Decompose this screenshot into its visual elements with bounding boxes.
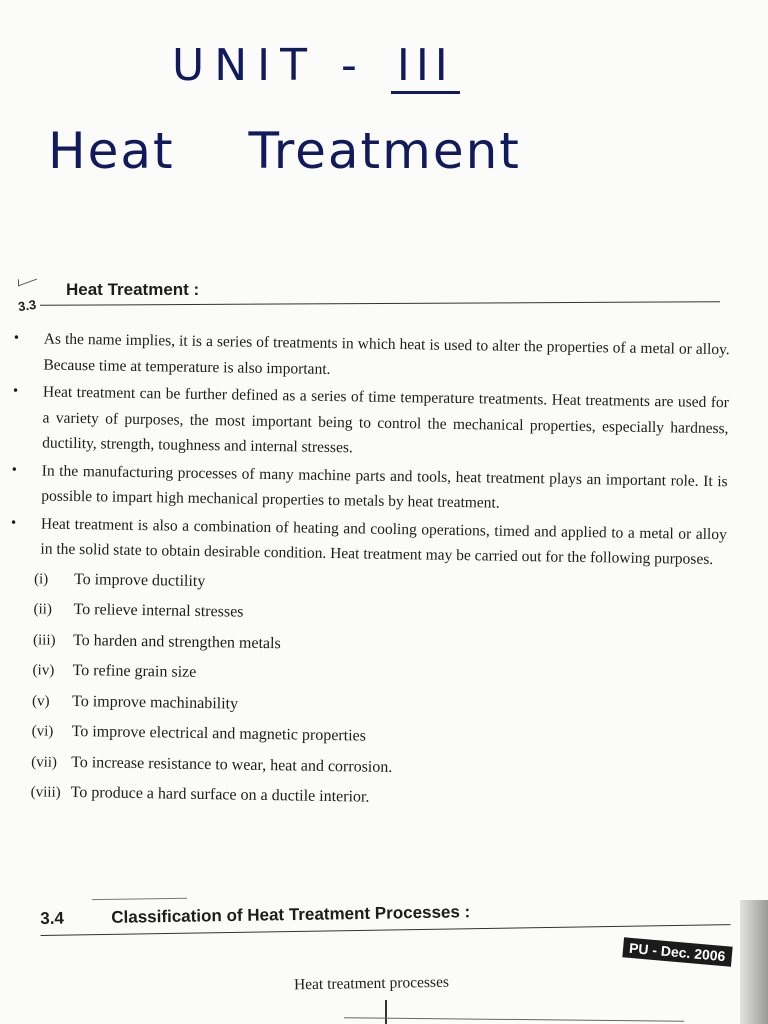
section-3-4-number: 3.4 [40, 908, 65, 928]
list-item-text: To improve electrical and magnetic properties [71, 722, 367, 745]
page-edge-shadow [740, 900, 768, 1024]
bullet-icon: • [12, 382, 19, 400]
list-item-number: (ii) [33, 601, 53, 618]
section-3-4-top-rule [92, 898, 187, 900]
bullet-paragraph-4 [10, 510, 727, 572]
list-item-number: (iii) [32, 631, 56, 649]
section-3-3-title: Heat Treatment : [66, 280, 200, 299]
diagram-title: Heat treatment processes [293, 973, 450, 994]
section-3-4-header [40, 889, 740, 936]
paragraph-text: In the manufacturing processes of many machine parts and tools, heat treatment plays an important role. It is possible to impart high mechanical properties to metals by heat treatment. [41, 461, 728, 512]
section-3-4-heading-row [40, 898, 740, 929]
unit-number: III [391, 40, 460, 94]
bullet-paragraph-3 [11, 457, 728, 519]
purpose-list [6, 563, 726, 818]
paragraph-text: Heat treatment is also a combination of heating and cooling operations, timed and applied to a metal or alloy in the solid state to obtain desirable condition. Heat treatment may be carried out for the following purposes. [40, 514, 727, 569]
section-3-3-number: 3.3 [17, 296, 38, 315]
list-item-number: (i) [33, 570, 49, 588]
list-item-text: To harden and strengthen metals [72, 631, 281, 652]
paragraph-text: As the name implies, it is a series of treatments in which heat is used to alter the properties of a metal or alloy. Because time at temperature is also important. [43, 330, 730, 378]
bullet-paragraph-1 [13, 326, 730, 388]
pen-mark [18, 273, 37, 287]
bullet-paragraph-2 [12, 379, 729, 467]
section-3-3-rule [40, 301, 720, 306]
list-item-number: (vii) [31, 753, 58, 771]
list-item-number: (v) [31, 692, 50, 710]
bullet-icon: • [11, 461, 18, 478]
list-item-number: (iv) [32, 662, 55, 679]
unit-prefix: UNIT - [172, 40, 367, 91]
handwritten-title: Heat Treatment [48, 122, 521, 180]
bullet-icon: • [10, 514, 17, 531]
handwritten-unit-heading [172, 40, 460, 91]
list-item-number: (vi) [31, 723, 54, 740]
list-item-text: To refine grain size [72, 661, 197, 681]
list-item-text: To relieve internal stresses [73, 600, 244, 621]
list-item-text: To produce a hard surface on a ductile interior. [70, 783, 370, 806]
exam-badge: PU - Dec. 2006 [622, 937, 732, 966]
diagram-connector [385, 1000, 387, 1024]
section-3-4-title: Classification of Heat Treatment Processes : [111, 902, 471, 927]
diagram-branch-line [344, 1017, 684, 1022]
list-item-text: To improve machinability [71, 692, 239, 713]
paragraph-text: Heat treatment can be further defined as a series of time temperature treatments. Heat treatments are used for a variety of purposes, the most important being to control the mechanical properties, especially hardness, ductility, strength, toughness and internal stresses. [42, 383, 730, 457]
bullet-icon: • [13, 329, 20, 347]
list-item-text: To improve ductility [73, 570, 206, 590]
list-item-text: To increase resistance to wear, heat and corrosion. [71, 753, 393, 776]
section-3-3-body [6, 326, 729, 819]
list-item-number: (viii) [30, 784, 61, 801]
